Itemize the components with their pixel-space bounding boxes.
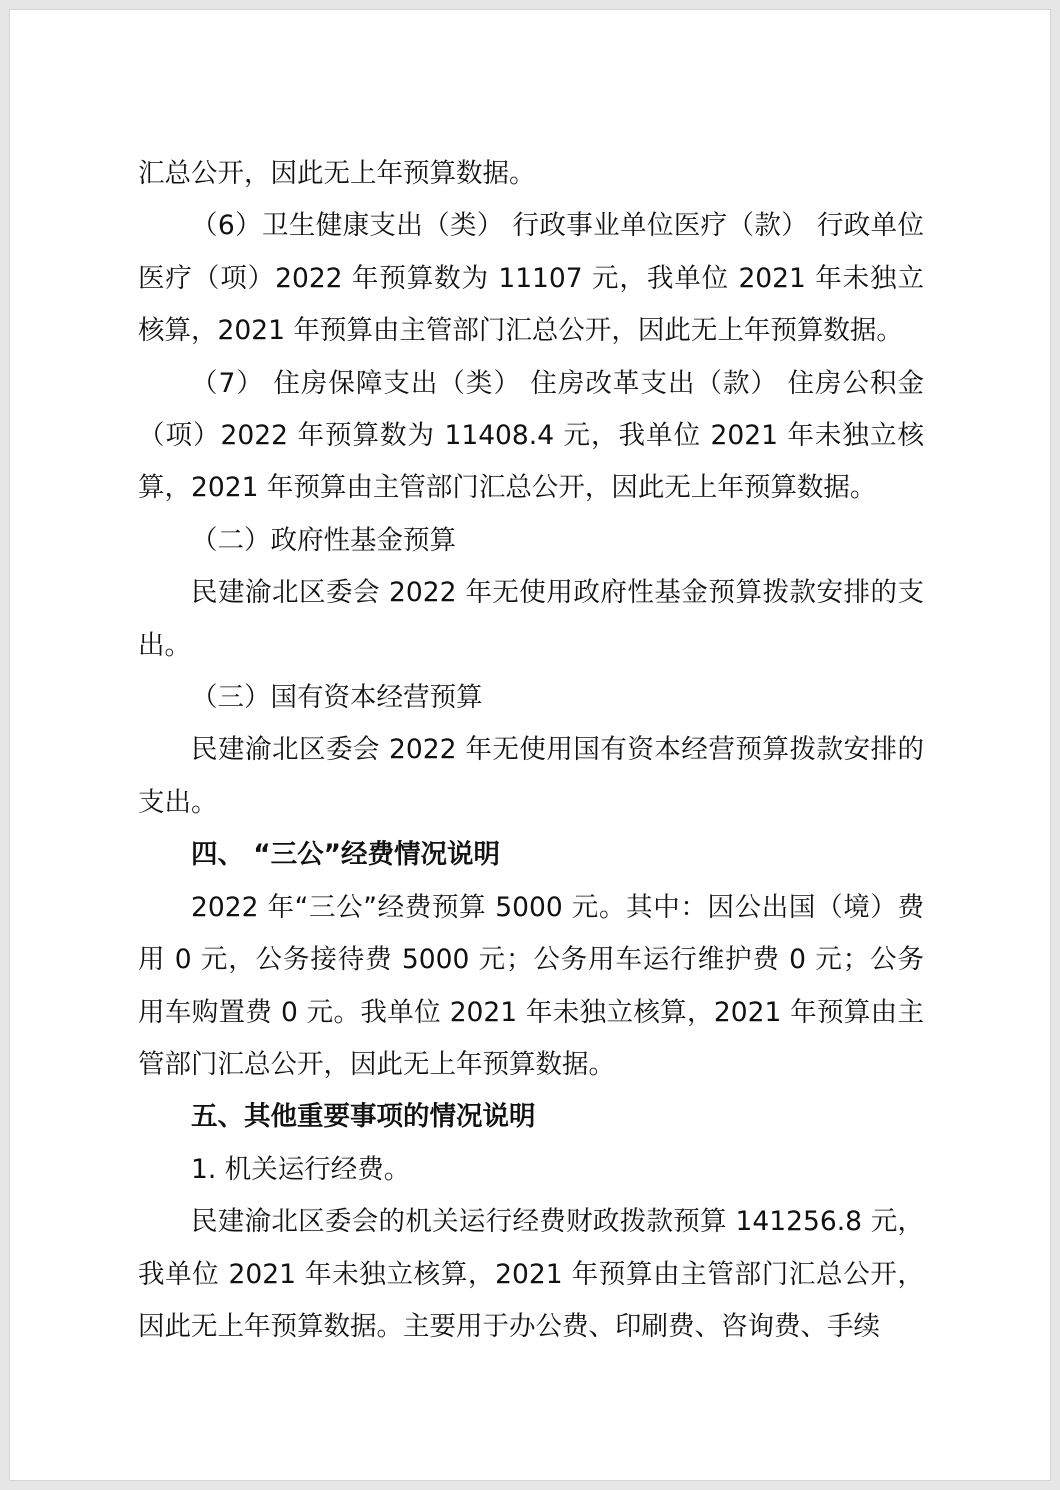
paragraph-continuation: 汇总公开，因此无上年预算数据。 bbox=[138, 158, 536, 189]
paragraph-housing-expenditure: （7） 住房保障支出（类） 住房改革支出（款） 住房公积金（项）2022 年预算数为 11408.4 元，我单位 2021 年未独立核算，2021 年预算由主管部门汇总公开，因此无上年预算数据。 bbox=[138, 367, 924, 504]
document-body bbox=[138, 148, 924, 1353]
subheading-operating-expenses: 1. 机关运行经费。 bbox=[191, 1153, 411, 1185]
paragraph-government-fund-budget: 民建渝北区委会 2022 年无使用政府性基金预算拨款安排的支出。 bbox=[138, 577, 924, 661]
subheading-government-fund-budget: （二）政府性基金预算 bbox=[191, 524, 456, 556]
section-heading-three-public: 四、 “三公”经费情况说明 bbox=[191, 839, 501, 871]
document-page bbox=[10, 10, 1050, 1480]
subheading-state-capital-budget: （三）国有资本经营预算 bbox=[191, 682, 483, 714]
section-heading-other-matters: 五、其他重要事项的情况说明 bbox=[191, 1101, 536, 1133]
paragraph-operating-expenses: 民建渝北区委会的机关运行经费财政拨款预算 141256.8 元，我单位 2021 年未独立核算，2021 年预算由主管部门汇总公开，因此无上年预算数据。主要用于办公费、印刷费、咨询费、手续 bbox=[138, 1206, 924, 1342]
paragraph-state-capital-budget: 民建渝北区委会 2022 年无使用国有资本经营预算拨款安排的支出。 bbox=[138, 734, 924, 818]
paragraph-health-expenditure: （6）卫生健康支出（类） 行政事业单位医疗（款） 行政单位医疗（项）2022 年预算数为 11107 元，我单位 2021 年未独立核算，2021 年预算由主管部门汇总公开，因此无上年预算数据。 bbox=[138, 210, 924, 347]
paragraph-three-public-budget: 2022 年“三公”经费预算 5000 元。其中：因公出国（境）费用 0 元，公务接待费 5000 元；公务用车运行维护费 0 元；公务用车购置费 0 元。我单位 2021 年未独立核算，2021 年预算由主管部门汇总公开，因此无上年预算数据。 bbox=[138, 891, 924, 1080]
